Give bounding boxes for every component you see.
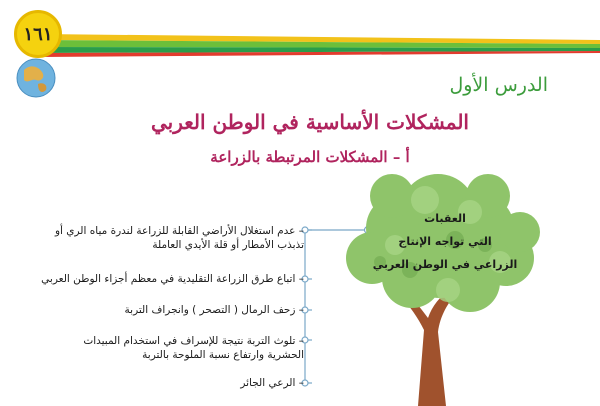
main-title: المشكلات الأساسية في الوطن العربي <box>151 110 469 134</box>
section-subtitle: أ – المشكلات المرتبطة بالزراعة <box>210 148 410 166</box>
tree-caption-line2: التي تواجه الإنتاج <box>398 235 492 248</box>
obstacle-line: – اتباع طرق الزراعة التقليدية في معظم أجزاء الوطن العربي <box>41 273 304 285</box>
obstacle-line: – تلوث التربة نتيجة للإسراف في استخدام المبيدات <box>83 335 304 347</box>
tree-caption-line1: العقبات <box>424 212 466 225</box>
obstacle-line: – زحف الرمال ( التصحر ) وانجراف التربة <box>124 304 304 316</box>
tree-caption-line3: الزراعي في الوطن العربي <box>372 258 518 271</box>
obstacle-line: الحشرية وارتفاع نسبة الملوحة بالتربة <box>142 349 304 361</box>
obstacle-item <box>55 224 304 252</box>
lesson-label: الدرس الأول <box>449 74 548 96</box>
obstacle-item <box>83 334 304 362</box>
obstacle-line: – عدم استغلال الأراضي القابلة للزراعة لندرة مياه الري أو <box>54 225 304 237</box>
page-number: ١٦١ <box>14 10 62 58</box>
obstacle-line: تذبذب الأمطار أو قلة الأيدي العاملة <box>152 239 304 251</box>
obstacle-item <box>240 376 304 390</box>
obstacle-line: – الرعي الجائر <box>240 377 304 389</box>
obstacle-item <box>41 272 304 286</box>
obstacle-item <box>125 303 304 317</box>
